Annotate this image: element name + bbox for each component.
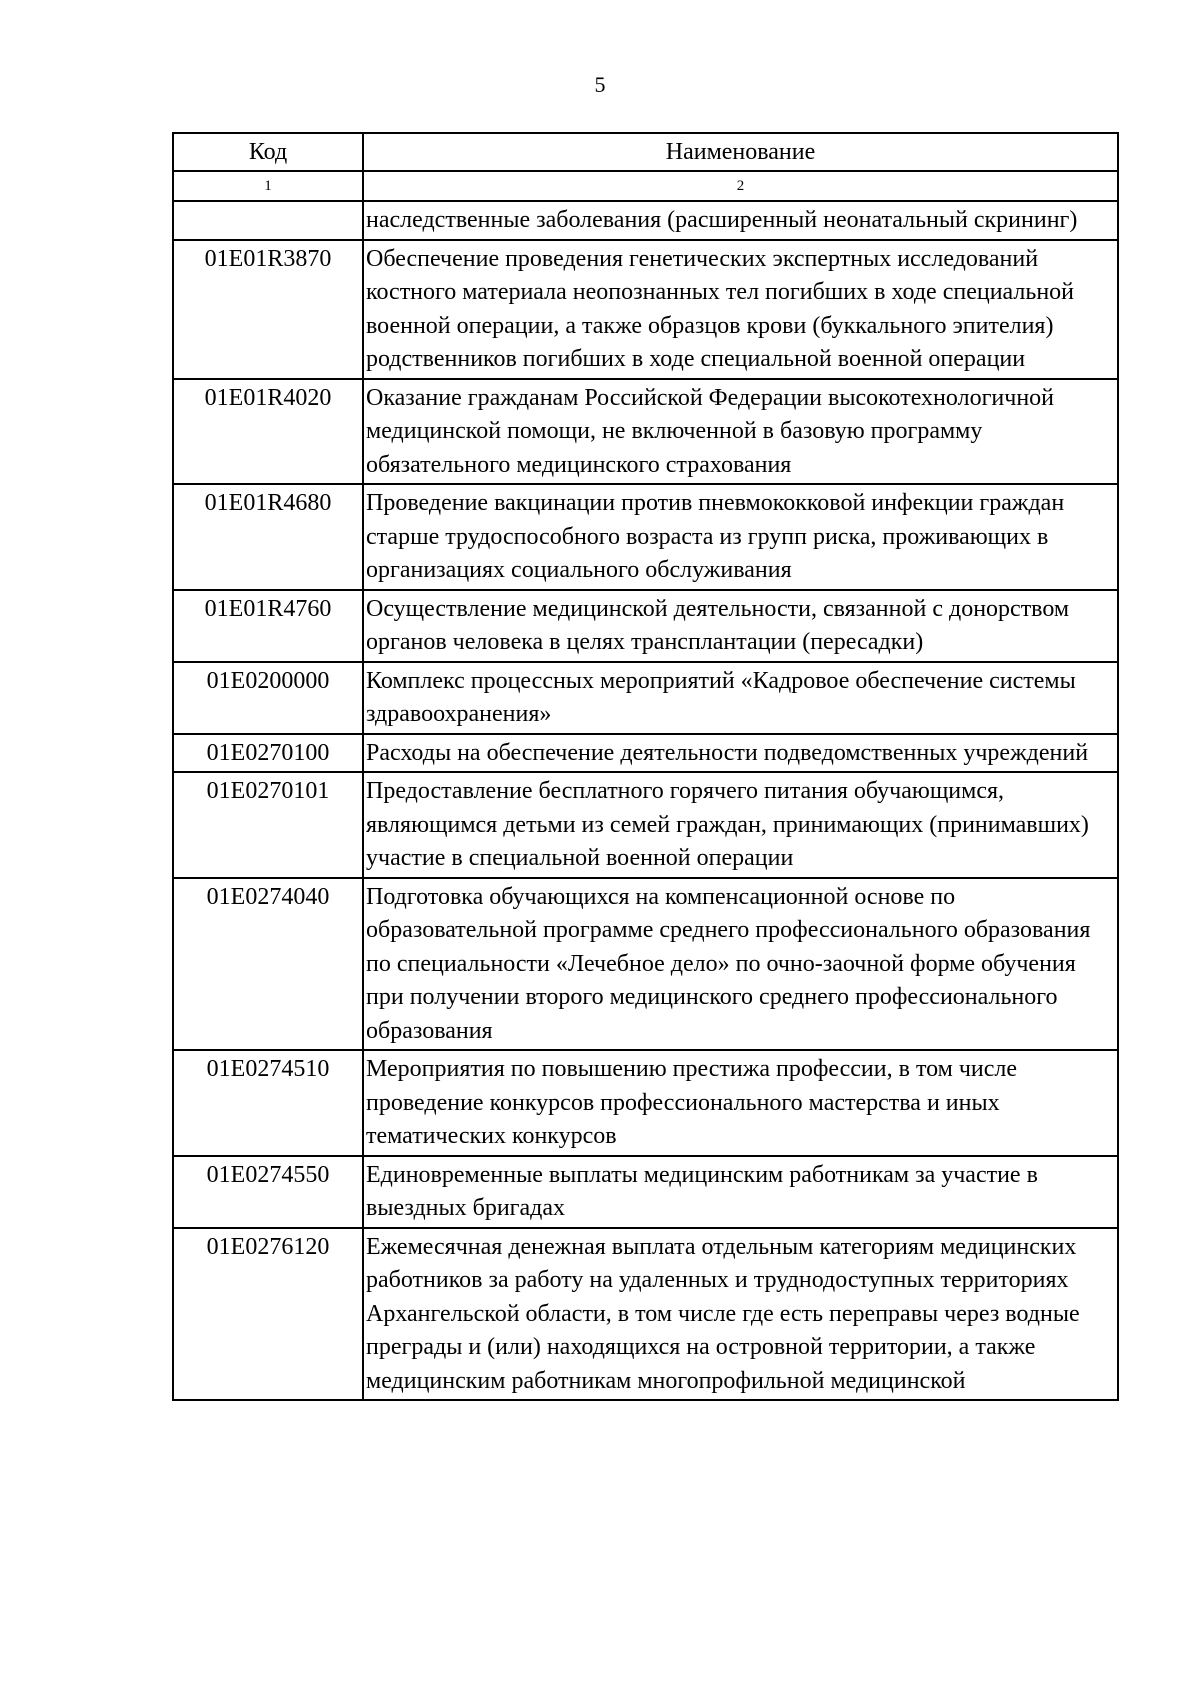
table-row: [173, 878, 1118, 1051]
row-code: 01Е0270100: [173, 734, 363, 773]
table-row: [173, 734, 1118, 773]
row-name: Проведение вакцинации против пневмококковой инфекции граждан старше трудоспособного возраста из групп риска, проживающих в организациях социального обслуживания: [363, 484, 1118, 590]
row-code: 01Е0274510: [173, 1050, 363, 1156]
row-name: Единовременные выплаты медицинским работникам за участие в выездных бригадах: [363, 1156, 1118, 1228]
row-name: Оказание гражданам Российской Федерации высокотехнологичной медицинской помощи, не включенной в базовую программу обязательного медицинского страхования: [363, 379, 1118, 485]
table-row: [173, 240, 1118, 379]
table-row: [173, 201, 1118, 240]
header-name: Наименование: [363, 133, 1118, 171]
table-row: [173, 1156, 1118, 1228]
header-row: [173, 133, 1118, 171]
table-row: [173, 1228, 1118, 1401]
table-row: [173, 484, 1118, 590]
row-code: [173, 201, 363, 240]
row-name: Обеспечение проведения генетических экспертных исследований костного материала неопознанных тел погибших в ходе специальной военной операции, а также образцов крови (буккального эпителия) родственников погибших в ходе специальной военной операции: [363, 240, 1118, 379]
row-name: Подготовка обучающихся на компенсационной основе по образовательной программе среднего профессионального образования по специальности «Лечебное дело» по очно-заочной форме обучения при получении второго медицинского среднего профессионального образования: [363, 878, 1118, 1051]
column-number-row: [173, 171, 1118, 201]
row-name: Мероприятия по повышению престижа профессии, в том числе проведение конкурсов профессионального мастерства и иных тематических конкурсов: [363, 1050, 1118, 1156]
row-code: 01Е0274550: [173, 1156, 363, 1228]
row-code: 01Е0270101: [173, 772, 363, 878]
table-row: [173, 662, 1118, 734]
row-code: 01Е0200000: [173, 662, 363, 734]
budget-code-table: [172, 132, 1119, 1401]
row-name: Осуществление медицинской деятельности, связанной с донорством органов человека в целях трансплантации (пересадки): [363, 590, 1118, 662]
row-code: 01Е01R4760: [173, 590, 363, 662]
table-row: [173, 772, 1118, 878]
header-code: Код: [173, 133, 363, 171]
row-code: 01Е01R4680: [173, 484, 363, 590]
row-name: Комплекс процессных мероприятий «Кадровое обеспечение системы здравоохранения»: [363, 662, 1118, 734]
row-name: Ежемесячная денежная выплата отдельным категориям медицинских работников за работу на удаленных и труднодоступных территориях Архангельской области, в том числе где есть переправы через водные преграды и (или) находящихся на островной территории, а также медицинским работникам многопрофильной медицинской: [363, 1228, 1118, 1401]
row-code: 01Е01R3870: [173, 240, 363, 379]
row-name: наследственные заболевания (расширенный неонатальный скрининг): [363, 201, 1118, 240]
column-number-1: 1: [173, 171, 363, 201]
row-code: 01Е0274040: [173, 878, 363, 1051]
column-number-2: 2: [363, 171, 1118, 201]
row-code: 01Е0276120: [173, 1228, 363, 1401]
page-number: 5: [594, 72, 606, 97]
row-name: Расходы на обеспечение деятельности подведомственных учреждений: [363, 734, 1118, 773]
row-code: 01Е01R4020: [173, 379, 363, 485]
table-row: [173, 590, 1118, 662]
row-name: Предоставление бесплатного горячего питания обучающимся, являющимся детьми из семей граждан, принимающих (принимавших) участие в специальной военной операции: [363, 772, 1118, 878]
table-row: [173, 379, 1118, 485]
table-row: [173, 1050, 1118, 1156]
